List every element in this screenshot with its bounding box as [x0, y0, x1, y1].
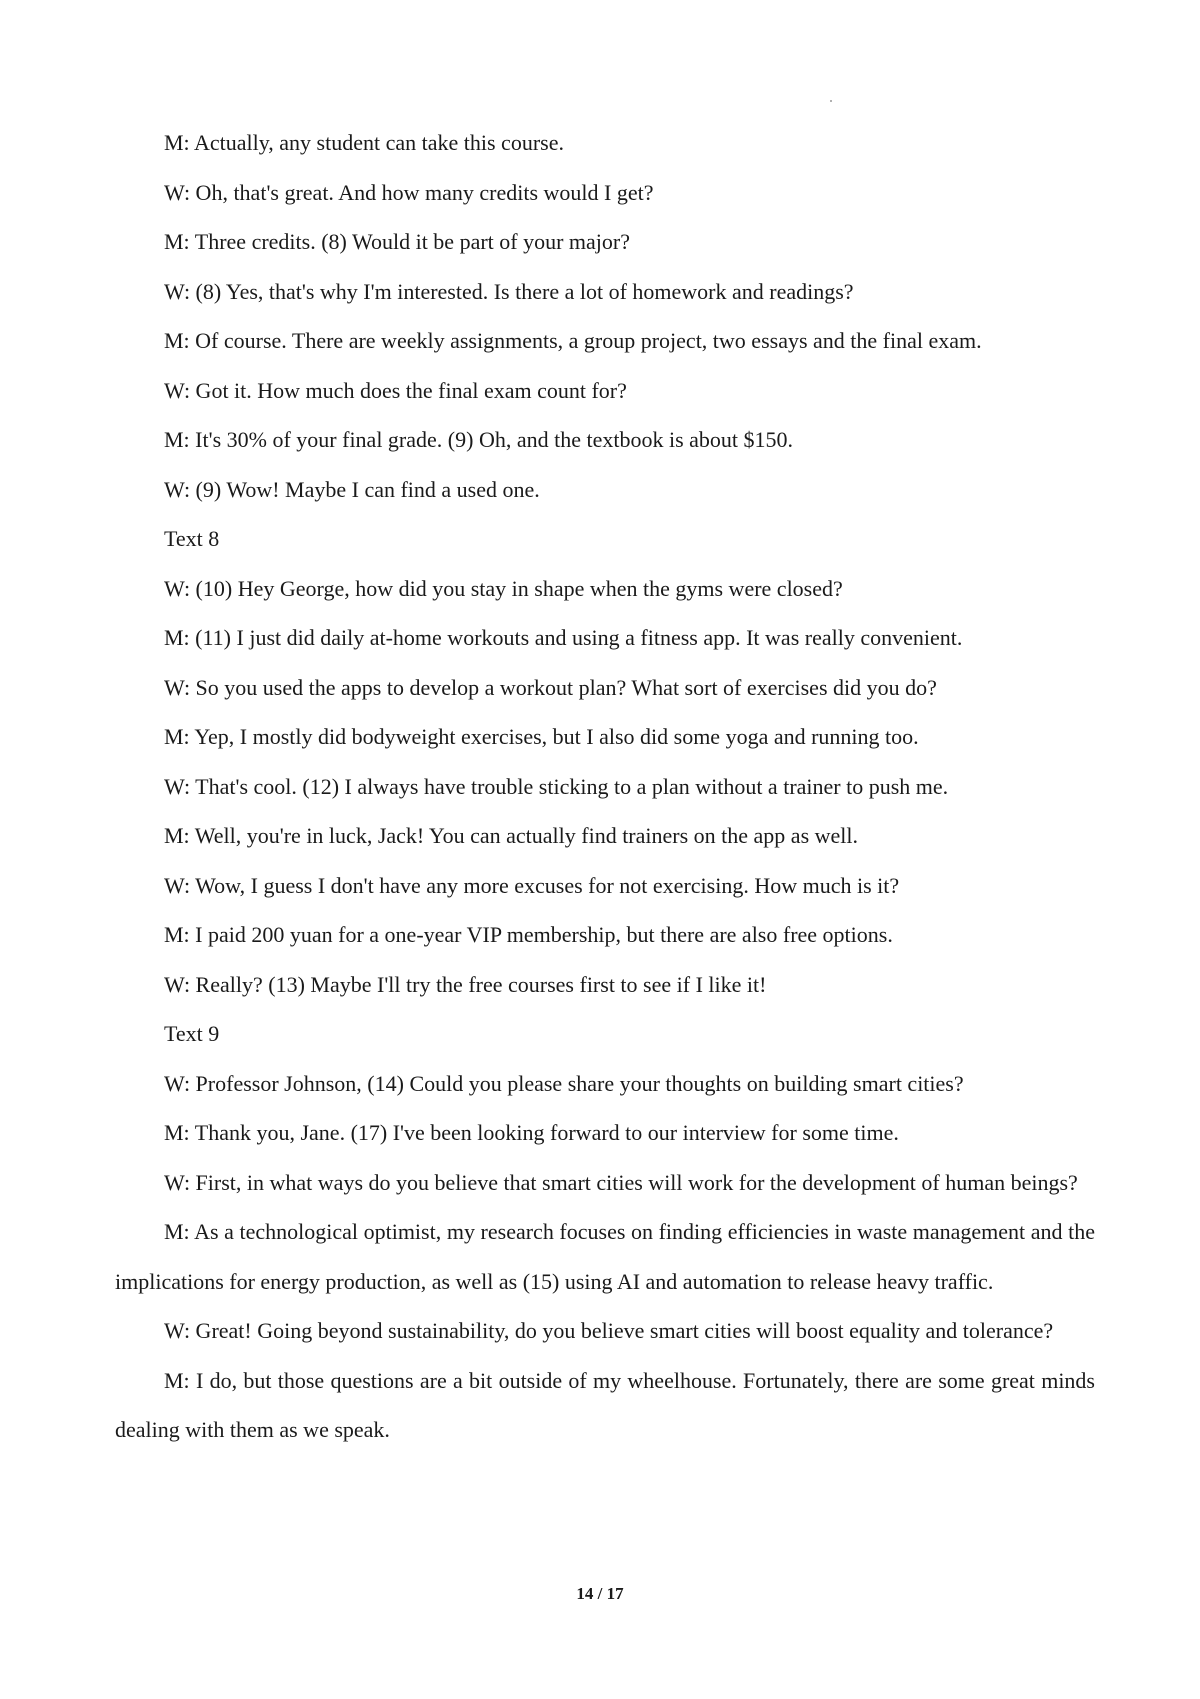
dialogue-line: W: Really? (13) Maybe I'll try the free courses first to see if I like it! [164, 971, 767, 997]
dialogue-line: W: Great! Going beyond sustainability, do you believe smart cities will boost equality and tolerance? [164, 1318, 1054, 1343]
transcript-body [115, 118, 1095, 1455]
dialogue-line: W: (10) Hey George, how did you stay in shape when the gyms were closed? [164, 575, 843, 601]
dialogue-line: W: (9) Wow! Maybe I can find a used one. [164, 476, 540, 502]
dialogue-line: M: Actually, any student can take this course. [164, 130, 564, 155]
dialogue-line: W: Oh, that's great. And how many credits would I get? [164, 179, 654, 205]
dialogue-line: W: That's cool. (12) I always have trouble sticking to a plan without a trainer to push me. [164, 773, 949, 799]
section-heading-text-8: Text 8 [164, 526, 220, 551]
section-heading-text-9: Text 9 [164, 1021, 220, 1046]
dialogue-line: M: Yep, I mostly did bodyweight exercises, but I also did some yoga and running too. [164, 724, 919, 749]
page-number: 14 / 17 [576, 1584, 624, 1603]
dialogue-line: W: Wow, I guess I don't have any more excuses for not exercising. How much is it? [164, 872, 900, 898]
dialogue-line: W: Professor Johnson, (14) Could you please share your thoughts on building smart cities? [164, 1070, 964, 1096]
dialogue-line: M: Well, you're in luck, Jack! You can actually find trainers on the app as well. [164, 823, 859, 848]
dialogue-line: W: (8) Yes, that's why I'm interested. Is there a lot of homework and readings? [164, 278, 854, 304]
dialogue-line: M: Of course. There are weekly assignments, a group project, two essays and the final exam. [164, 328, 982, 353]
dialogue-line: M: I paid 200 yuan for a one-year VIP membership, but there are also free options. [164, 922, 893, 947]
dialogue-line: M: As a technological optimist, my research focuses on finding efficiencies in waste management and the implications for energy production, as well as (15) using AI and automation to release heavy traffic. [115, 1219, 1095, 1294]
dialogue-line: M: Three credits. (8) Would it be part of your major? [164, 229, 631, 254]
scan-speck [830, 100, 832, 102]
dialogue-line: M: Thank you, Jane. (17) I've been looking forward to our interview for some time. [164, 1120, 899, 1145]
dialogue-line: W: Got it. How much does the final exam count for? [164, 377, 627, 403]
dialogue-line: W: So you used the apps to develop a workout plan? What sort of exercises did you do? [164, 674, 937, 700]
dialogue-line: M: I do, but those questions are a bit outside of my wheelhouse. Fortunately, there are some great minds dealing with them as we speak. [115, 1367, 1095, 1442]
dialogue-line: M: (11) I just did daily at-home workouts and using a fitness app. It was really convenient. [164, 625, 963, 650]
dialogue-line: M: It's 30% of your final grade. (9) Oh, and the textbook is about $150. [164, 427, 794, 452]
dialogue-line: W: First, in what ways do you believe that smart cities will work for the development of human beings? [164, 1169, 1078, 1195]
